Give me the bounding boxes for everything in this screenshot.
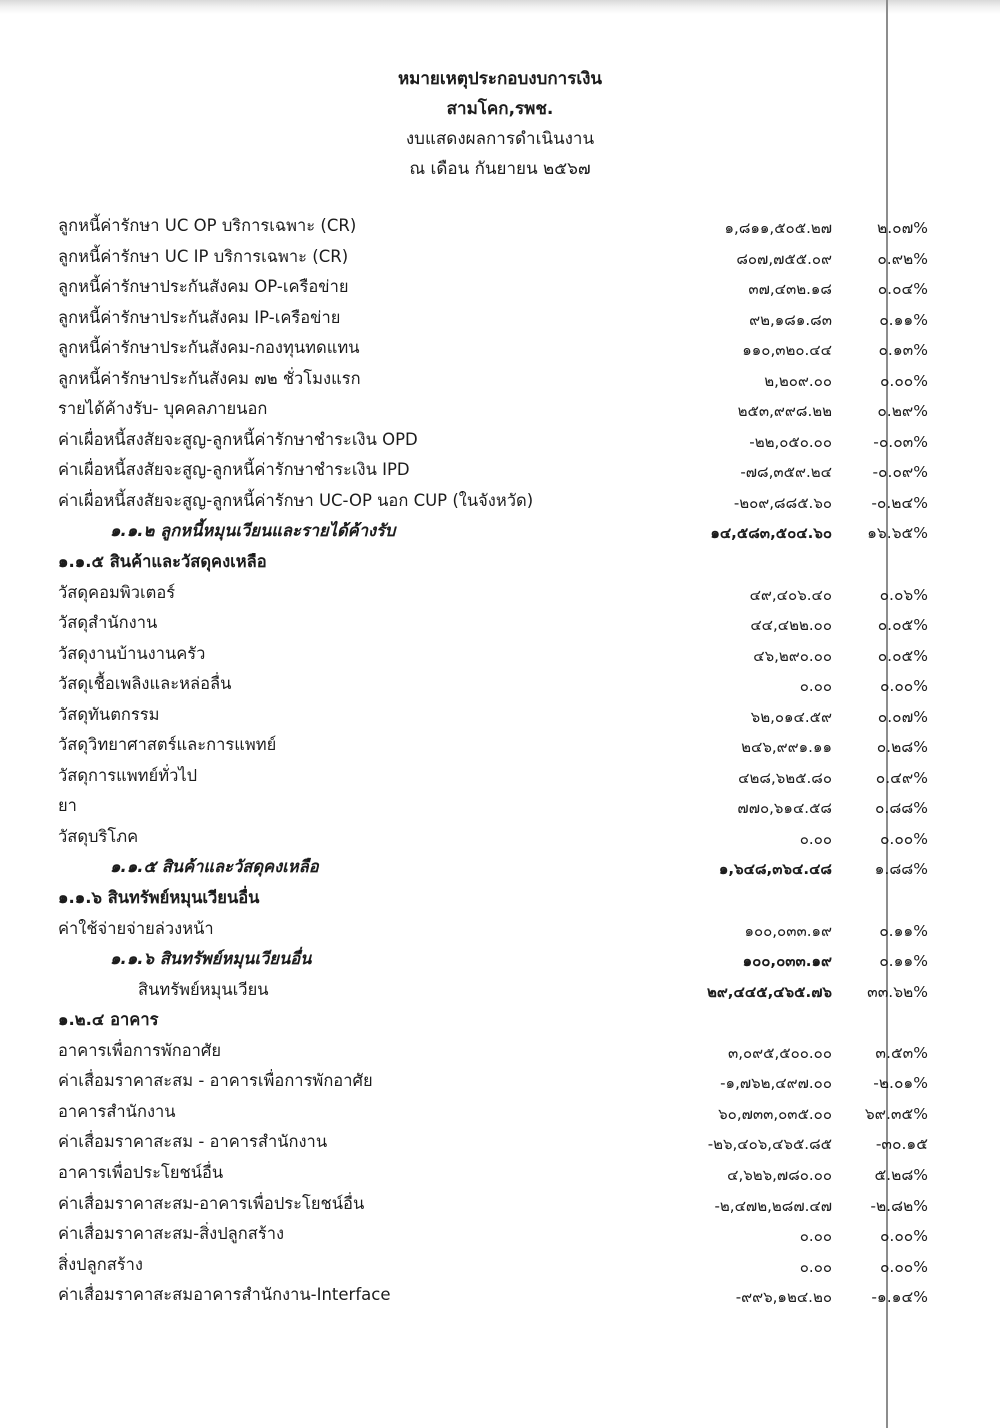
row-percent: -๒.๘๒% [870, 1196, 928, 1215]
statement-row [0, 759, 1000, 790]
row-percent: ๐.๐๔% [877, 280, 928, 299]
statement-subtotal-row [0, 514, 1000, 545]
row-label: ค่าเผื่อหนี้สงสัยจะสูญ-ลูกหนี้ค่ารักษา UC-OP นอก CUP (ในจังหวัด) [58, 490, 534, 510]
statement-row [0, 637, 1000, 668]
row-percent: -๐.๐๙% [872, 463, 928, 482]
row-amount: ๔๒๘,๖๒๕.๘๐ [738, 768, 832, 787]
row-amount: ๒๙,๔๔๕,๔๖๕.๗๖ [706, 982, 832, 1001]
row-amount: ๐.๐๐ [799, 1227, 832, 1246]
row-label: วัสดุคอมพิวเตอร์ [58, 582, 176, 602]
row-label: ค่าเสื่อมราคาสะสม - อาคารเพื่อการพักอาศัย [58, 1071, 373, 1091]
row-amount: ๔,๖๒๖,๗๘๐.๐๐ [727, 1165, 832, 1184]
row-label: ค่าเสื่อมราคาสะสม-สิ่งปลูกสร้าง [58, 1224, 285, 1244]
row-amount: -๗๘,๓๕๙.๒๔ [740, 463, 832, 482]
statement-row [0, 423, 1000, 454]
row-percent: ๐.๐๗% [877, 707, 928, 726]
statement-row [0, 453, 1000, 484]
statement-row [0, 362, 1000, 393]
row-amount: ๗๗๐,๖๑๔.๕๘ [737, 799, 832, 818]
row-percent: -๒.๐๑% [873, 1074, 928, 1093]
row-amount: -๒๐๙,๘๘๕.๖๐ [733, 493, 832, 512]
row-label: อาคารเพื่อประโยชน์อื่น [58, 1162, 224, 1182]
row-amount: ๓,๐๙๕,๕๐๐.๐๐ [727, 1043, 832, 1062]
row-amount: ๑,๖๔๘,๓๖๔.๔๘ [718, 860, 832, 879]
statement-row [0, 789, 1000, 820]
row-percent: ๐.๒๘% [876, 738, 928, 757]
row-label: รายได้ค้างรับ- บุคคลภายนอก [58, 399, 268, 419]
row-label: วัสดุเชื้อเพลิงและหล่อลื่น [58, 674, 232, 694]
report-name: งบแสดงผลการดำเนินงาน [405, 129, 595, 149]
row-amount: ๑,๘๑๑,๕๐๕.๒๗ [724, 219, 832, 237]
row-percent: -๑.๑๔% [871, 1288, 928, 1307]
row-label: วัสดุทันตกรรม [58, 704, 160, 724]
row-percent: ๖๙.๓๕% [864, 1104, 928, 1123]
statement-row [0, 728, 1000, 759]
row-percent: ๓๓.๖๒% [867, 982, 928, 1001]
statement-row [0, 270, 1000, 301]
row-label: ๑.๑.๖ สินทรัพย์หมุนเวียนอื่น [110, 949, 312, 969]
row-percent: -๐.๒๔% [871, 493, 928, 512]
row-label: ๑.๒.๔ อาคาร [58, 1010, 159, 1030]
row-label: วัสดุสำนักงาน [58, 613, 158, 633]
row-percent: ๐.๘๘% [874, 799, 928, 818]
row-amount: ๑๐๐,๐๓๓.๑๙ [744, 921, 832, 940]
row-amount: ๐.๐๐ [799, 677, 832, 696]
statement-row [0, 1034, 1000, 1065]
statement-row [0, 1187, 1000, 1218]
row-label: สินทรัพย์หมุนเวียน [138, 979, 269, 999]
row-percent: ๐.๒๙% [877, 402, 928, 421]
statement-row [0, 698, 1000, 729]
row-amount: -๒๖,๔๐๖,๔๖๕.๘๕ [707, 1135, 832, 1154]
statement-heading-row [0, 881, 1000, 912]
row-percent: ๐.๐๕% [877, 646, 928, 665]
row-label: วัสดุบริโภค [58, 826, 139, 846]
statement-row [0, 240, 1000, 271]
row-amount: ๐.๐๐ [799, 1257, 832, 1276]
row-label: ลูกหนี้ค่ารักษาประกันสังคม OP-เครือข่าย [58, 277, 349, 297]
row-label: วัสดุการแพทย์ทั่วไป [58, 765, 198, 785]
row-amount: ๒๔๖,๙๙๑.๑๑ [741, 738, 832, 757]
row-label: ลูกหนี้ค่ารักษา UC OP บริการเฉพาะ (CR) [58, 216, 357, 235]
statement-row [0, 209, 1000, 240]
row-percent: ๕.๒๘% [874, 1165, 928, 1184]
row-label: ลูกหนี้ค่ารักษา UC IP บริการเฉพาะ (CR) [58, 246, 349, 266]
row-percent: ๐.๐๐% [879, 1227, 928, 1246]
row-percent: ๐.๐๐% [879, 677, 928, 696]
statement-table [0, 209, 1000, 1309]
row-label: วัสดุงานบ้านงานครัว [58, 643, 206, 663]
row-label: ๑.๑.๒ ลูกหนี้หมุนเวียนและรายได้ค้างรับ [110, 521, 396, 541]
statement-row [0, 1095, 1000, 1126]
row-percent: ๐.๙๒% [877, 249, 928, 268]
row-label: ๑.๑.๖ สินทรัพย์หมุนเวียนอื่น [58, 888, 260, 908]
report-period: ณ เดือน กันยายน ๒๕๖๗ [409, 159, 591, 179]
statement-row [0, 606, 1000, 637]
row-percent: ๐.๑๑% [879, 952, 928, 971]
row-amount: -๙๙๖,๑๒๔.๒๐ [735, 1288, 832, 1307]
document-header [0, 64, 1000, 184]
statement-heading-row [0, 545, 1000, 576]
row-percent: -๐.๐๓% [873, 432, 928, 451]
row-label: ค่าเสื่อมราคาสะสมอาคารสำนักงาน-Interface [58, 1285, 391, 1305]
row-percent: ๐.๔๙% [875, 768, 928, 787]
row-label: ค่าเผื่อหนี้สงสัยจะสูญ-ลูกหนี้ค่ารักษาชำระเงิน OPD [58, 429, 418, 449]
row-percent: ๓.๕๓% [875, 1043, 928, 1062]
scan-edge-shadow [0, 0, 1000, 14]
row-amount: ๓๗,๔๓๒.๑๘ [748, 280, 832, 299]
statement-subtotal-row [0, 850, 1000, 881]
statement-row [0, 1064, 1000, 1095]
statement-row [0, 1278, 1000, 1309]
organization-name: สามโคก,รพช. [446, 99, 554, 119]
row-label: ลูกหนี้ค่ารักษาประกันสังคม-กองทุนทดแทน [58, 338, 360, 358]
statement-row [0, 1125, 1000, 1156]
statement-row [0, 1156, 1000, 1187]
row-label: อาคารเพื่อการพักอาศัย [58, 1040, 222, 1060]
row-percent: ๒.๐๗% [877, 219, 928, 237]
row-label: ลูกหนี้ค่ารักษาประกันสังคม ๗๒ ชั่วโมงแรก [58, 368, 361, 388]
statement-row [0, 820, 1000, 851]
row-amount: ๑๔,๕๘๓,๕๐๔.๖๐ [710, 524, 832, 543]
row-percent: ๐.๑๓% [878, 341, 928, 360]
row-amount: ๑๑๐,๓๒๐.๔๔ [742, 341, 832, 360]
row-amount: ๙๒,๑๘๑.๘๓ [749, 310, 832, 329]
row-amount: ๘๐๗,๗๕๕.๐๙ [736, 249, 832, 268]
statement-row [0, 1248, 1000, 1279]
row-label: ๑.๑.๕ สินค้าและวัสดุคงเหลือ [110, 857, 319, 877]
row-amount: -๒๒,๐๕๐.๐๐ [749, 432, 832, 451]
row-amount: ๖๒,๐๑๔.๕๙ [750, 707, 832, 726]
row-percent: ๐.๑๑% [879, 921, 928, 940]
row-percent: ๑๖.๖๕% [867, 524, 928, 543]
statement-row [0, 301, 1000, 332]
row-percent: ๐.๐๕% [877, 616, 928, 635]
row-label: ยา [58, 796, 77, 816]
row-percent: ๐.๐๐% [879, 371, 928, 390]
row-percent: ๑.๘๘% [874, 860, 928, 879]
row-percent: ๐.๑๑% [879, 310, 928, 329]
row-amount: ๐.๐๐ [799, 829, 832, 848]
row-label: ค่าเผื่อหนี้สงสัยจะสูญ-ลูกหนี้ค่ารักษาชำระเงิน IPD [58, 460, 410, 480]
row-amount: ๔๙,๔๐๖.๔๐ [749, 585, 832, 604]
statement-heading-row [0, 1003, 1000, 1034]
statement-row [0, 576, 1000, 607]
row-label: ลูกหนี้ค่ารักษาประกันสังคม IP-เครือข่าย [58, 307, 341, 327]
row-label: ค่าเสื่อมราคาสะสม - อาคารสำนักงาน [58, 1132, 328, 1152]
row-amount: ๔๖,๒๙๐.๐๐ [753, 646, 832, 665]
statement-row [0, 912, 1000, 943]
row-amount: ๔๔,๔๒๒.๐๐ [750, 616, 832, 635]
statement-row [0, 667, 1000, 698]
row-percent: ๐.๐๐% [879, 1257, 928, 1276]
row-amount: ๒๕๓,๙๙๘.๒๒ [737, 402, 832, 421]
row-label: อาคารสำนักงาน [58, 1101, 176, 1121]
row-amount: -๒,๔๗๒,๒๘๗.๔๗ [714, 1196, 832, 1215]
row-label: วัสดุวิทยาศาสตร์และการแพทย์ [58, 735, 277, 755]
row-percent: -๓๐.๑๕ [875, 1135, 928, 1154]
row-label: ค่าใช้จ่ายจ่ายล่วงหน้า [58, 918, 214, 938]
row-amount: -๑,๗๖๒,๔๙๗.๐๐ [720, 1074, 832, 1093]
statement-row [0, 331, 1000, 362]
row-label: ค่าเสื่อมราคาสะสม-อาคารเพื่อประโยชน์อื่น [58, 1193, 365, 1213]
row-amount: ๒,๒๐๙.๐๐ [764, 371, 832, 390]
statement-row [0, 484, 1000, 515]
row-label: ๑.๑.๕ สินค้าและวัสดุคงเหลือ [58, 552, 267, 572]
statement-subtotal-row [0, 942, 1000, 973]
statement-row [0, 392, 1000, 423]
row-label: สิ่งปลูกสร้าง [58, 1254, 143, 1274]
row-percent: ๐.๐๖% [879, 585, 928, 604]
row-percent: ๐.๐๐% [879, 829, 928, 848]
row-amount: ๑๐๐,๐๓๓.๑๙ [742, 952, 832, 971]
row-amount: ๖๐,๗๓๓,๐๓๕.๐๐ [718, 1104, 832, 1123]
document-title: หมายเหตุประกอบงบการเงิน [397, 69, 603, 89]
statement-total-row [0, 973, 1000, 1004]
statement-row [0, 1217, 1000, 1248]
